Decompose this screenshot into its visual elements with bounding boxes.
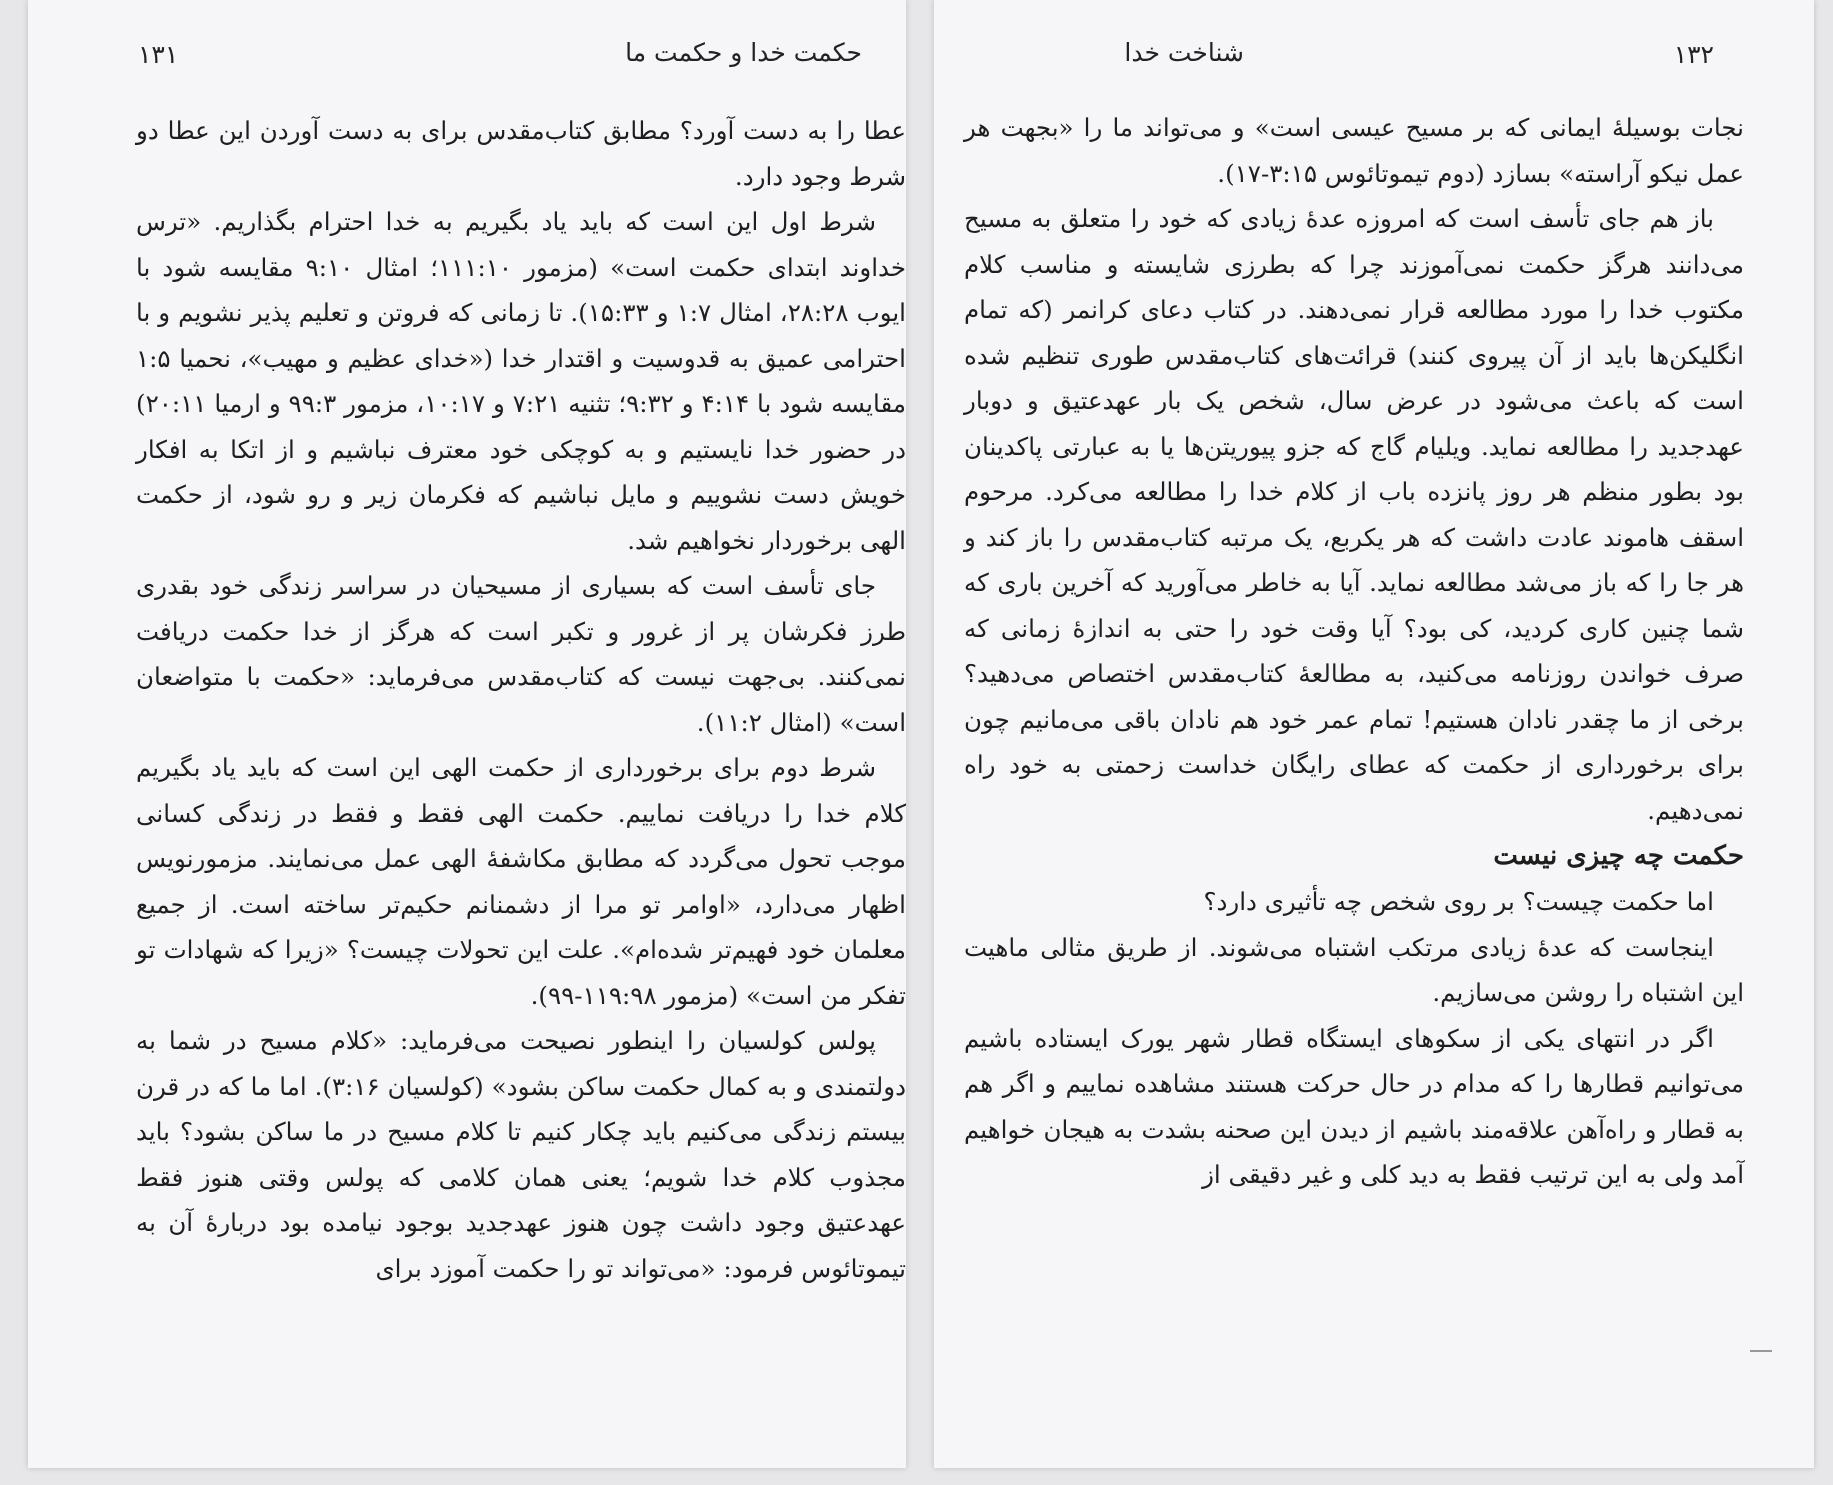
right-running-title: شناخت خدا <box>1124 38 1244 67</box>
left-page-header <box>28 38 906 78</box>
right-page-number: ۱۳۲ <box>1673 40 1714 69</box>
paragraph: اگر در انتهای یکی از سکوهای ایستگاه قطار شهر یورک ایستاده باشیم می‌توانیم قطارها را که مدام در حال حرکت هستند مشاهده نماییم و اگر هم به قطار و راه‌آهن علاقه‌مند باشیم از دیدن این صحنه بشدت به هیجان خواهیم آمد ولی به این ترتیب فقط به دید کلی و غیر دقیقی از <box>964 1023 1744 1189</box>
left-page-number: ۱۳۱ <box>138 40 179 69</box>
section-heading: حکمت چه چیزی نیست <box>1493 841 1744 871</box>
paragraph: عطا را به دست آورد؟ مطابق کتاب‌مقدس برای به دست آوردن این عطا دو شرط وجود دارد. <box>136 116 906 191</box>
right-page-header <box>934 38 1814 78</box>
paragraph: شرط دوم برای برخورداری از حکمت الهی این است که باید یاد بگیریم کلام خدا را دریافت نماییم. حکمت الهی فقط و فقط در زندگی کسانی موجب تحول می‌گردد که مطابق مکاشفهٔ الهی عمل می‌نمایند. مزمورنویس اظهار می‌دارد، «اوامر تو مرا از دشمنانم حکیم‌تر ساخته است. از جمیع معلمان خود فهیم‌تر شده‌ام». علت این تحولات چیست؟ «زیرا که شهادات تو تفکر من است» (مزمور ۱۱۹:۹۸-۹۹). <box>136 753 906 1010</box>
paragraph: اینجاست که عدهٔ زیادی مرتکب اشتباه می‌شوند. از طریق مثالی ماهیت این اشتباه را روشن می‌سازیم. <box>964 932 1744 1007</box>
paragraph: پولس کولسیان را اینطور نصیحت می‌فرماید: «کلام مسیح در شما به دولتمندی و به کمال حکمت ساکن بشود» (کولسیان ۳:۱۶). اما ما که در قرن بیستم زندگی می‌کنیم باید چکار کنیم تا کلام مسیح در ما ساکن بشود؟ باید مجذوب کلام خدا شویم؛ یعنی همان کلامی که پولس وقتی هنوز فقط عهدعتیق وجود داشت چون هنوز عهدجدید بوجود نیامده بود دربارهٔ آن به تیموتائوس فرمود: «می‌تواند تو را حکمت آموزد برای <box>136 1026 906 1283</box>
left-running-title: حکمت خدا و حکمت ما <box>625 38 862 67</box>
left-page-body <box>136 108 906 1291</box>
right-book-page <box>934 0 1814 1468</box>
margin-mark <box>1750 1350 1772 1352</box>
right-page-body <box>964 105 1744 1198</box>
paragraph: اما حکمت چیست؟ بر روی شخص چه تأثیری دارد؟ <box>1203 887 1714 916</box>
paragraph: شرط اول این است که باید یاد بگیریم به خدا احترام بگذاریم. «ترس خداوند ابتدای حکمت است» (مزمور ۱۱۱:۱۰؛ امثال ۹:۱۰ مقایسه شود با ایوب ۲۸:۲۸، امثال ۱:۷ و ۱۵:۳۳). تا زمانی که فروتن و تعلیم پذیر نشویم و با احترامی عمیق به قدوسیت و اقتدار خدا («خدای عظیم و مهیب»، نحمیا ۱:۵ مقایسه شود با ۴:۱۴ و ۹:۳۲؛ تثنیه ۷:۲۱ و ۱۰:۱۷، مزمور ۹۹:۳ و ارمیا ۲۰:۱۱) در حضور خدا نایستیم و به کوچکی خود معترف نباشیم و از اتکا به افکار خویش دست نشوییم و مایل نباشیم که فکرمان زیر و رو شود، از حکمت الهی برخوردار نخواهیم شد. <box>136 207 906 555</box>
paragraph: باز هم جای تأسف است که امروزه عدهٔ زیادی که خود را متعلق به مسیح می‌دانند هرگز حکمت نمی‌آموزند چرا که بطرزی شایسته و مناسب کلام مکتوب خدا را مورد مطالعه قرار نمی‌دهند. در کتاب دعای کرانمر (که تمام انگلیکن‌ها باید از آن پیروی کنند) قرائت‌های کتاب‌مقدس طوری تنظیم شده است که باعث می‌شود در عرض سال، شخص یک بار عهدعتیق و دوبار عهدجدید را مطالعه نماید. ویلیام گاج که جزو پیوریتن‌ها یا به عبارتی پاکدینان بود بطور منظم هر روز پانزده باب از کلام خدا را مطالعه می‌کرد. مرحوم اسقف هاموند عادت داشت که هر یکربع، یک مرتبه کتاب‌مقدس را باز کند و هر جا را که باز می‌شد مطالعه نماید. آیا به خاطر می‌آورید که آخرین باری که شما چنین کاری کردید، کی بود؟ آیا وقت خود را حتی به اندازهٔ زمانی که صرف خواندن روزنامه می‌کنید، به مطالعهٔ کتاب‌مقدس اختصاص می‌دهید؟ برخی از ما چقدر نادان هستیم! تمام عمر خود هم نادان باقی می‌مانیم چون برای برخورداری از حکمت که عطای رایگان خداست زحمتی به خود راه نمی‌دهیم. <box>964 204 1744 825</box>
left-book-page <box>28 0 906 1468</box>
paragraph: جای تأسف است که بسیاری از مسیحیان در سراسر زندگی خود بقدری طرز فکرشان پر از غرور و تکبر است که هرگز از خدا حکمت دریافت نمی‌کنند. بی‌جهت نیست که کتاب‌مقدس می‌فرماید: «حکمت با متواضعان است» (امثال ۱۱:۲). <box>136 571 906 737</box>
paragraph: نجات بوسیلهٔ ایمانی که بر مسیح عیسی است» و می‌تواند ما را «بجهت هر عمل نیکو آراسته» بسازد (دوم تیموتائوس ۳:۱۵-۱۷). <box>964 113 1744 188</box>
